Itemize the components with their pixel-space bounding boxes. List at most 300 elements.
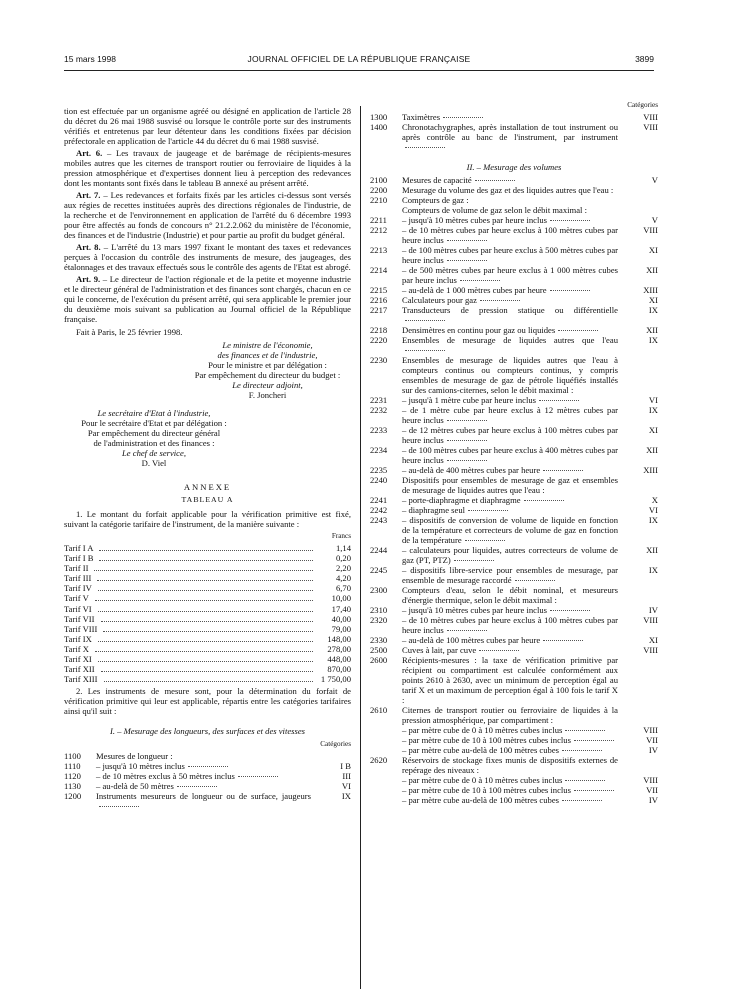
row-category: VIII: [643, 775, 658, 785]
leader-dots: [95, 600, 313, 601]
row-code: 2214: [370, 265, 388, 275]
row-text: [402, 655, 618, 705]
leader-dots: [97, 580, 313, 581]
row-text: [402, 545, 618, 565]
row-category: IX: [648, 405, 658, 415]
row-category: VIII: [643, 112, 658, 122]
row-category: XIII: [643, 285, 658, 295]
row-text: [402, 745, 618, 755]
row-text: [402, 355, 618, 395]
category-row: [370, 645, 658, 655]
row-category: VI: [648, 505, 658, 515]
row-description: Calculateurs pour gaz: [402, 295, 477, 305]
tarif-row: [64, 614, 351, 624]
row-text: [402, 645, 618, 655]
category-row: [370, 615, 658, 635]
leader-dots: [550, 610, 590, 611]
tarif-label: Tarif II: [64, 563, 89, 574]
row-code: 2242: [370, 505, 388, 515]
row-code: 2215: [370, 285, 388, 295]
category-row: [370, 305, 658, 325]
row-text: [96, 761, 311, 771]
row-description: Ensembles de mesurage de liquides autres que l'eau: [402, 335, 618, 345]
row-description: Citernes de transport routier ou ferroviaire de liquides à la pression atmosphérique, par compartiment :: [402, 705, 618, 725]
row-category: XI: [648, 245, 658, 255]
sig2-line-c: Par empêchement du directeur général: [87, 428, 221, 438]
fait-a-paris: Fait à Paris, le 25 février 1998.: [76, 327, 183, 337]
tarif-value: 870,00: [327, 664, 351, 675]
row-code: 2240: [370, 475, 388, 485]
row-text: [402, 325, 618, 335]
category-row: [370, 122, 658, 152]
row-code: 2220: [370, 335, 388, 345]
category-row: [370, 505, 658, 515]
row-text: [402, 795, 618, 805]
paragraph-2: 2. Les instruments de mesure sont, pour la détermination du forfait de vérification primitive qui leur est applicable, répartis entre les catégories tarifaires ainsi qu'il suit :: [64, 686, 351, 717]
row-category: VIII: [643, 122, 658, 132]
row-code: 2218: [370, 325, 388, 335]
row-code: 2217: [370, 305, 388, 315]
row-text: [402, 112, 618, 122]
leader-dots: [565, 780, 605, 781]
row-text: [402, 505, 618, 515]
row-description: Cuves à lait, par cuve: [402, 645, 477, 655]
row-text: [96, 751, 311, 761]
row-code: 2245: [370, 565, 388, 575]
row-category: VII: [646, 735, 658, 745]
row-code: 2600: [370, 655, 388, 665]
sig2-line-b: Pour le secrétaire d'Etat et par délégation :: [81, 418, 227, 428]
tarif-value: 1,14: [335, 543, 351, 553]
row-code: 1100: [64, 751, 81, 762]
row-text: [402, 755, 618, 775]
article-7-text: – Les redevances et forfaits fixés par les articles ci-dessus sont versés aux régies de recettes instituées auprès des directions régionales de l'industrie, de la recherche et de l'environnement en application de l'arrêté du 6 décembre 1993 pour être affectés au fonds de concours n° 21.2.2.062 du ministère de l'économie, des finances et de l'industrie (Industrie) et pour partie au profit du budget général.: [64, 190, 351, 240]
left-category-table: [64, 751, 351, 811]
row-category: III: [342, 771, 351, 782]
leader-dots: [101, 671, 313, 672]
row-description: Mesurage du volume des gaz et des liquides autres que l'eau :: [402, 185, 614, 195]
leader-dots: [565, 730, 605, 731]
row-code: 1120: [64, 771, 81, 782]
row-description: – de 1 mètre cube par heure exclus à 12 mètres cubes par heure inclus: [402, 405, 618, 425]
row-description: – dispositifs libre-service pour ensembles de mesurage, par ensemble de mesurage raccordé: [402, 565, 618, 585]
category-row: [370, 205, 658, 215]
category-row: [370, 635, 658, 645]
row-code: 2610: [370, 705, 388, 715]
category-row: [370, 755, 658, 775]
article-8-text: – L'arrêté du 13 mars 1997 fixant le montant des taxes et redevances perçues à l'occasion du contrôle des instruments de mesure, des jaugeages, des étalonnages et des travaux effectués sous le contrôle des agents de l'Etat est abrogé.: [64, 242, 352, 272]
row-code: 2231: [370, 395, 388, 405]
leader-dots: [447, 630, 487, 631]
row-description: – de 100 mètres cubes par heure exclus à 500 mètres cubes par heure inclus: [402, 245, 618, 265]
row-description: Réservoirs de stockage fixes munis de dispositifs externes de repérage des niveaux :: [402, 755, 618, 775]
row-description: – jusqu'à 10 mètres inclus: [96, 761, 185, 772]
row-text: [402, 565, 618, 585]
row-description: – au-delà de 400 mètres cubes par heure: [402, 465, 541, 475]
row-description: Dispositifs pour ensembles de mesurage de gaz et ensembles de mesurage de liquides autres que l'eau :: [402, 475, 618, 495]
row-text: [402, 122, 618, 152]
row-category: VIII: [643, 725, 658, 735]
article-8: [64, 242, 351, 272]
row-description: – dispositifs de conversion de volume de liquide en fonction de la température et correcteurs de volume de gaz en fonction de la température: [402, 515, 618, 545]
category-row: [64, 761, 351, 771]
article-8-label: Art. 8.: [76, 242, 101, 252]
row-code: 2211: [370, 215, 387, 225]
category-row: [370, 195, 658, 205]
leader-dots: [104, 681, 313, 682]
category-row: [370, 735, 658, 745]
leader-dots: [447, 440, 487, 441]
sig2-line-f: D. Viel: [141, 458, 167, 468]
tarif-label: Tarif X: [64, 643, 89, 654]
leader-dots: [98, 661, 313, 662]
left-column: [64, 106, 351, 811]
category-row: [370, 295, 658, 305]
leader-dots: [574, 740, 614, 741]
row-code: 1130: [64, 781, 81, 792]
row-category: IX: [648, 515, 658, 525]
row-description: – par mètre cube de 0 à 10 mètres cubes inclus: [402, 725, 563, 735]
categories-header-left: Catégories: [320, 740, 351, 749]
category-row: [370, 395, 658, 405]
category-row: [370, 325, 658, 335]
tarif-value: 10,00: [331, 593, 351, 604]
row-code: 2212: [370, 225, 388, 235]
row-category: VIII: [643, 225, 658, 235]
leader-dots: [101, 621, 314, 622]
row-text: [402, 495, 618, 505]
row-description: – porte-diaphragme et diaphragme: [402, 495, 521, 505]
row-description: Mesures de longueur :: [96, 751, 173, 762]
leader-dots: [98, 611, 313, 612]
row-text: [402, 405, 618, 425]
leader-dots: [460, 280, 500, 281]
leader-dots: [447, 240, 487, 241]
tarif-value: 17,40: [331, 603, 351, 614]
row-text: [402, 305, 618, 325]
leader-dots: [515, 580, 555, 581]
row-text: [96, 771, 311, 781]
leader-dots: [188, 766, 228, 767]
article-6-label: Art. 6.: [76, 148, 103, 158]
row-code: 2320: [370, 615, 388, 625]
row-code: 2234: [370, 445, 388, 455]
row-text: [402, 785, 618, 795]
row-text: [402, 605, 618, 615]
leader-dots: [480, 300, 520, 301]
category-row: [370, 355, 658, 395]
right-column: [370, 98, 658, 805]
row-description: – de 100 mètres cubes par heure exclus à 400 mètres cubes par heure inclus: [402, 445, 618, 465]
category-row: [370, 565, 658, 585]
row-category: IV: [648, 605, 658, 615]
category-row: [370, 225, 658, 245]
sig2-line-e: Le chef de service,: [122, 448, 186, 458]
category-row: [64, 771, 351, 781]
leader-dots: [562, 800, 602, 801]
tarif-label: Tarif I A: [64, 543, 94, 553]
tarif-value: 40,00: [331, 613, 351, 624]
row-description: – par mètre cube de 10 à 100 mètres cubes inclus: [402, 735, 571, 745]
sig2-line-d: de l'administration et des finances :: [93, 438, 215, 448]
row-category: VIII: [643, 645, 658, 655]
article-6-text: – Les travaux de jaugeage et de barémage de récipients-mesures mobiles autres que les citernes de transport routier ou ferroviaire de liquides à la pression atmosphérique et d'expertises donnent lieu à perception des redevances dont les montants sont fixés dans le tableau B annexé au présent arrêté.: [64, 148, 351, 188]
section-2-title: II. – Mesurage des volumes: [466, 162, 562, 172]
annexe-heading: ANNEXE: [183, 482, 232, 492]
tarif-row: [64, 553, 351, 563]
category-row: [370, 425, 658, 445]
row-text: [402, 445, 618, 465]
row-text: [96, 781, 311, 791]
row-text: [402, 225, 618, 245]
category-row: [370, 745, 658, 755]
sig1-line-e: Le directeur adjoint,: [232, 380, 303, 390]
leader-dots: [99, 560, 313, 561]
row-category: V: [651, 215, 658, 225]
category-row: [370, 795, 658, 805]
leader-dots: [539, 400, 579, 401]
sig1-line-f: F. Joncheri: [248, 390, 287, 400]
leader-dots: [405, 350, 445, 351]
row-category: IV: [648, 795, 658, 805]
francs-header: Francs: [331, 532, 351, 540]
category-row: [370, 465, 658, 475]
leader-dots: [95, 651, 313, 652]
row-code: 2235: [370, 465, 388, 475]
tarif-label: Tarif V: [64, 593, 89, 604]
category-row: [370, 475, 658, 495]
sig1-line-a: Le ministre de l'économie,: [222, 340, 313, 350]
leader-dots: [550, 290, 590, 291]
row-text: [402, 295, 618, 305]
row-description: – de 12 mètres cubes par heure exclus à 100 mètres cubes par heure inclus: [402, 425, 618, 445]
row-text: [96, 791, 311, 811]
leader-dots: [550, 220, 590, 221]
tarif-value: 278,00: [327, 643, 351, 654]
leader-dots: [99, 550, 313, 551]
category-row: [370, 175, 658, 185]
leader-dots: [447, 460, 487, 461]
row-description: – par mètre cube au-delà de 100 mètres cubes: [402, 795, 560, 805]
row-description: Chronotachygraphes, après installation de tout instrument ou après contrôle au banc de l'instrument, par instrument: [402, 122, 618, 142]
leader-dots: [558, 330, 598, 331]
row-description: – jusqu'à 1 mètre cube par heure inclus: [402, 395, 536, 405]
tarif-value: 1 750,00: [320, 674, 351, 685]
column-divider: [360, 106, 361, 989]
row-description: – au-delà de 100 mètres cubes par heure: [402, 635, 541, 645]
tarif-row: [64, 563, 351, 573]
tarif-row: [64, 573, 351, 583]
category-row: [370, 585, 658, 605]
tarif-value: 148,00: [327, 633, 351, 644]
row-description: Instruments mesureurs de longueur ou de surface, jaugeurs: [96, 791, 311, 802]
sig1-line-b: des finances et de l'industrie,: [217, 350, 318, 360]
row-text: [402, 635, 618, 645]
leader-dots: [443, 117, 483, 118]
leader-dots: [94, 570, 313, 571]
leader-dots: [99, 806, 139, 807]
row-category: IX: [341, 791, 351, 802]
tarif-label: Tarif XII: [64, 664, 95, 675]
row-description: – au-delà de 1 000 mètres cubes par heure: [402, 285, 547, 295]
signature-block-minister: [184, 340, 351, 400]
issue-date: 15 mars 1998: [64, 54, 116, 64]
row-code: 2300: [370, 585, 388, 595]
row-code: 2243: [370, 515, 388, 525]
row-code: 2244: [370, 545, 388, 555]
category-row: [370, 112, 658, 122]
journal-title: JOURNAL OFFICIEL DE LA RÉPUBLIQUE FRANÇAISE: [247, 54, 471, 64]
row-category: XI: [648, 425, 658, 435]
tableau-heading: TABLEAU A: [181, 495, 234, 504]
article-6: [64, 148, 351, 188]
row-code: 2210: [370, 195, 388, 205]
leader-dots: [103, 631, 313, 632]
category-row: [370, 495, 658, 505]
leader-dots: [574, 790, 614, 791]
row-category: VII: [646, 785, 658, 795]
tarif-row: [64, 644, 351, 654]
tarif-value: 4,20: [335, 573, 351, 584]
category-row: [370, 185, 658, 195]
leader-dots: [238, 776, 278, 777]
leader-dots: [524, 500, 564, 501]
leader-dots: [543, 470, 583, 471]
row-category: IX: [648, 565, 658, 575]
category-row: [370, 655, 658, 705]
page-header: [64, 54, 654, 68]
row-description: Transducteurs de pression statique ou différentielle: [402, 305, 618, 315]
row-text: [402, 475, 618, 495]
category-row: [370, 335, 658, 355]
sig2-line-a: Le secrétaire d'Etat à l'industrie,: [97, 408, 211, 418]
row-category: IX: [648, 335, 658, 345]
row-text: [402, 705, 618, 725]
tarif-table: [64, 543, 351, 684]
tarif-value: 6,70: [335, 583, 351, 594]
leader-dots: [405, 147, 445, 148]
right-table-a: [370, 112, 658, 152]
row-code: 1110: [64, 761, 81, 772]
row-description: – jusqu'à 10 mètres cubes par heure inclus: [402, 605, 547, 615]
leader-dots: [562, 750, 602, 751]
category-row: [64, 791, 351, 811]
category-row: [370, 245, 658, 265]
row-category: V: [651, 175, 658, 185]
row-description: – de 10 mètres exclus à 50 mètres inclus: [96, 771, 235, 782]
row-description: Densimètres en continu pour gaz ou liquides: [402, 325, 556, 335]
leader-dots: [543, 640, 583, 641]
row-description: Taximètres: [402, 112, 441, 122]
category-row: [370, 265, 658, 285]
row-code: 1300: [370, 112, 388, 122]
row-category: XI: [648, 635, 658, 645]
row-category: X: [651, 495, 658, 505]
row-description: Compteurs d'eau, selon le débit nominal, et mesureurs d'énergie thermique, selon le débit maximal :: [402, 585, 618, 605]
row-description: – diaphragme seul: [402, 505, 466, 515]
tarif-value: 0,20: [335, 553, 351, 564]
header-rule: [64, 70, 654, 71]
row-description: – par mètre cube de 10 à 100 mètres cubes inclus: [402, 785, 571, 795]
category-row: [370, 445, 658, 465]
intro-paragraph: tion est effectuée par un organisme agréé ou désigné en application de l'article 28 du décret du 26 mai 1988 susvisé ou lorsque le contrôle porte sur des instruments vérifiés et entretenus par leur détenteur dans les conditions fixées par décision préfectorale en application de l'article 44 du décret du 6 mai 1988 susvisé.: [64, 106, 351, 146]
row-code: 2200: [370, 185, 388, 195]
row-text: [402, 585, 618, 605]
row-category: XII: [646, 445, 658, 455]
row-text: [402, 195, 618, 205]
tarif-label: Tarif I B: [64, 553, 94, 564]
leader-dots: [465, 540, 505, 541]
tarif-value: 2,20: [335, 563, 351, 574]
row-code: 2500: [370, 645, 388, 655]
row-category: XII: [646, 545, 658, 555]
signature-block-secretary: [64, 408, 244, 468]
row-description: – de 10 mètres cubes par heure exclus à 100 mètres cubes par heure inclus: [402, 225, 618, 245]
row-text: [402, 185, 618, 195]
tarif-row: [64, 583, 351, 593]
tarif-label: Tarif IV: [64, 583, 92, 594]
row-code: 2330: [370, 635, 388, 645]
row-text: [402, 285, 618, 295]
tarif-value: 448,00: [327, 654, 351, 665]
right-table-b: [370, 175, 658, 805]
row-description: – de 10 mètres cubes par heure exclus à 100 mètres cubes par heure inclus: [402, 615, 618, 635]
article-9: [64, 274, 351, 324]
row-code: 2216: [370, 295, 388, 305]
row-code: 1200: [64, 791, 82, 802]
leader-dots: [405, 320, 445, 321]
row-description: – de 500 mètres cubes par heure exclus à 1 000 mètres cubes par heure inclus: [402, 265, 618, 285]
tarif-label: Tarif VIII: [64, 623, 98, 634]
tarif-label: Tarif XI: [64, 654, 92, 665]
tarif-row: [64, 634, 351, 644]
sig1-line-c: Pour le ministre et par délégation :: [208, 360, 327, 370]
leader-dots: [98, 590, 313, 591]
leader-dots: [468, 510, 508, 511]
leader-dots: [454, 560, 494, 561]
category-row: [370, 405, 658, 425]
paragraph-1: 1. Le montant du forfait applicable pour la vérification primitive est fixé, suivant la catégorie tarifaire de l'instrument, de la manière suivante :: [64, 509, 351, 529]
categories-header-right: Catégories: [627, 101, 658, 109]
row-text: [402, 175, 618, 185]
row-description: – jusqu'à 10 mètres cubes par heure inclus: [402, 215, 547, 225]
row-code: 2233: [370, 425, 388, 435]
leader-dots: [479, 650, 519, 651]
leader-dots: [177, 786, 217, 787]
tarif-value: 79,00: [331, 623, 351, 634]
row-text: [402, 205, 618, 215]
row-category: XII: [646, 265, 658, 275]
leader-dots: [447, 260, 487, 261]
tarif-row: [64, 674, 351, 684]
tarif-label: Tarif III: [64, 573, 92, 584]
row-code: 2213: [370, 245, 388, 255]
row-code: 2241: [370, 495, 388, 505]
row-category: XII: [646, 325, 658, 335]
row-text: [402, 245, 618, 265]
row-description: Récipients-mesures : la taxe de vérification primitive par récipient ou compartiment est calculée conformément aux points 2610 à 2630, avec un minimum de perception égal au tarif X et un maximum de perception égal à 100 fois le tarif X :: [402, 655, 618, 705]
article-9-text: – Le directeur de l'action régionale et de la petite et moyenne industrie et le directeur général de l'administration et des finances sont chargés, chacun en ce qui le concerne, de l'exécution du présent arrêté, qui sera applicable le premier jour du deuxième mois suivant sa publication au Journal officiel de la République française.: [64, 274, 351, 324]
row-description: – par mètre cube au-delà de 100 mètres cubes: [402, 745, 560, 755]
tarif-row: [64, 543, 351, 553]
article-7: [64, 190, 351, 240]
row-description: Mesures de capacité: [402, 175, 472, 185]
row-code: 2620: [370, 755, 388, 765]
tarif-label: Tarif VI: [64, 603, 92, 614]
row-text: [402, 425, 618, 445]
category-row: [64, 781, 351, 791]
sig1-line-d: Par empêchement du directeur du budget :: [194, 370, 341, 380]
